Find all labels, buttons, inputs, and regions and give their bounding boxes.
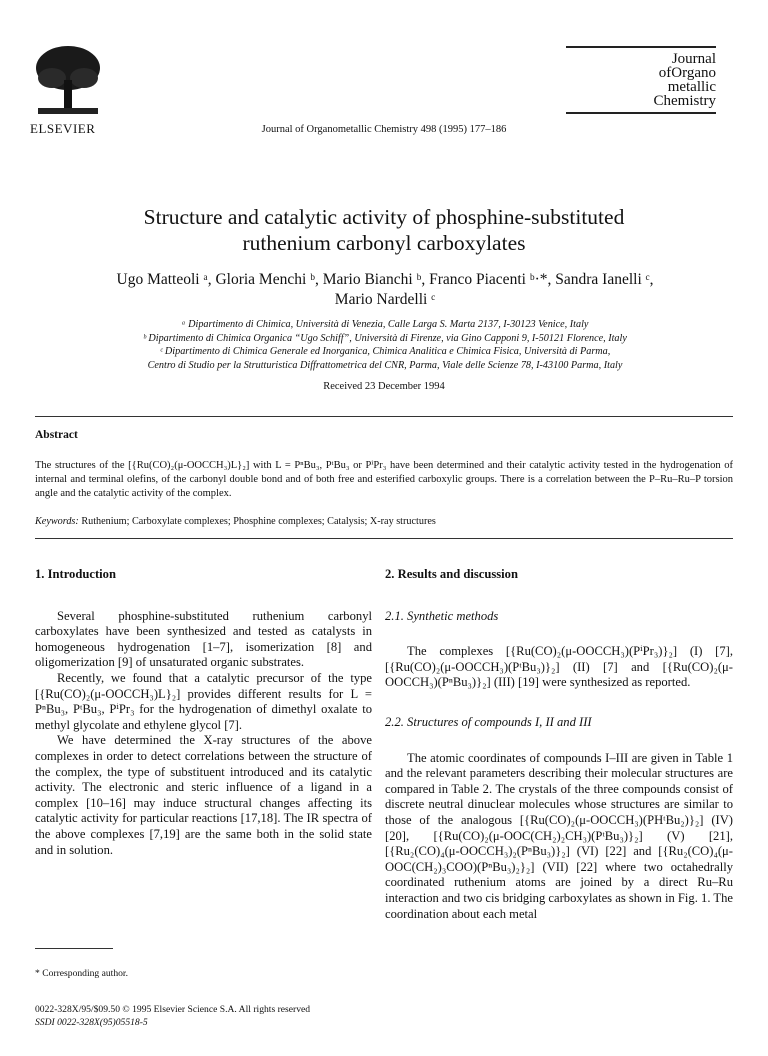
keywords	[35, 516, 733, 527]
affiliation: ᵃ Dipartimento di Chimica, Università di Venezia, Calle Larga S. Marta 2137, I-30123 Venice, Italy	[181, 319, 589, 330]
article-title	[0, 204, 768, 256]
subsection-heading: 2.2. Structures of compounds I, II and III	[385, 714, 592, 729]
journal-logo-line: Journal	[671, 51, 716, 67]
ssdi-line: SSDI 0022-328X(95)05518-5	[35, 1017, 148, 1028]
divider	[35, 538, 733, 539]
affiliation: ᵇ Dipartimento di Chimica Organica “Ugo Schiff”, Università di Firenze, via Gino Capponi 9, I-50121 Florence, Italy	[143, 332, 627, 344]
right-column	[385, 567, 733, 922]
journal-logo-line: metallic	[667, 79, 716, 95]
footnote-rule	[35, 948, 113, 949]
received-date: Received 23 December 1994	[323, 381, 445, 392]
author-list	[40, 270, 730, 310]
copyright	[35, 1003, 310, 1029]
title-line: Structure and catalytic activity of phosphine-substituted	[143, 205, 625, 229]
abstract-heading: Abstract	[35, 429, 78, 441]
affiliations	[40, 318, 730, 372]
divider	[35, 416, 733, 417]
copyright-line: 0022-328X/95/$09.50 © 1995 Elsevier Science S.A. All rights reserved	[35, 1004, 311, 1015]
abstract-text: The structures of the [{Ru(CO)₂(μ-OOCCH₃)L}₂] with L = PⁿBu₃, PᵗBu₃ or PⁱPr₃ have been determined and their catalytic activity tested in the hydrogenation of internal and terminal olefins, of the carbonyl double bond and of both free and esterified carboxylic groups. There is a correlation between the P–Ru–Ru–P torsion angle and the catalytic activity of the complex.	[35, 460, 733, 499]
subsection-heading: 2.1. Synthetic methods	[385, 608, 499, 623]
elsevier-tree-logo	[32, 42, 104, 120]
keywords-text: Ruthenium; Carboxylate complexes; Phosphine complexes; Catalysis; X-ray structures	[81, 516, 436, 527]
section-heading: 1. Introduction	[35, 567, 116, 581]
paragraph: The complexes [{Ru(CO)₂(μ-OOCCH₃)(PⁱPr₃)}₂] (I) [7], [{Ru(CO)₂(μ-OOCCH₃)(PᵗBu₃)}₂] (II) [7] and [{Ru(CO)₂(μ-OOCCH₃)(PⁿBu₃)}₂] (III) [19] were synthesized as reported.	[385, 644, 733, 690]
paragraph: We have determined the X-ray structures of the above complexes in order to detect correlations between the structure of the complex, the type of substituent introduced and its catalytic activity. The electronic and steric influence of a ligand in a complex [10–16] may induce structural changes affecting its catalytic activity for particular reactions [17,18]. The IR spectra of the above complexes [7,19] are the same both in the solid state and in solution.	[35, 733, 372, 857]
keywords-label: Keywords:	[35, 516, 79, 527]
section-heading: 2. Results and discussion	[385, 567, 518, 581]
title-line: ruthenium carbonyl carboxylates	[242, 231, 526, 255]
affiliation: Centro di Studio per la Strutturistica Diffrattometrica del CNR, Parma, Viale delle Scienze 78, I-43100 Parma, Italy	[147, 359, 623, 371]
paragraph: Several phosphine-substituted ruthenium carbonyl carboxylates have been synthesized and tested as catalysts in homogeneous hydrogenation [1–7], isomerization [8] and oligomerization [9] of unsaturated organic substrates.	[35, 608, 372, 670]
authors-line: Ugo Matteoli ᵃ, Gloria Menchi ᵇ, Mario Bianchi ᵇ, Franco Piacenti ᵇ·*, Sandra Ianelli ᶜ,	[116, 271, 654, 288]
journal-reference: Journal of Organometallic Chemistry 498 (1995) 177–186	[261, 124, 507, 135]
footnote: * Corresponding author.	[35, 968, 128, 979]
authors-line: Mario Nardelli ᶜ	[334, 291, 436, 308]
publisher-name: ELSEVIER	[30, 121, 96, 136]
paragraph: The atomic coordinates of compounds I–III are given in Table 1 and the relevant parameters describing their molecular structures are compared in Table 2. The crystals of the three compounds consist of discrete neutral dinuclear molecules whose structures are similar to those of the analogous [{Ru(CO)₂(μ-OOCCH₃)(PHᵗBu₂)}₂] (IV) [20], [{Ru(CO)₂(μ-OOC(CH₂)₂CH₃)(PᵗBu₃)}₂] (V) [21], [{Ru₂(CO)₄(μ-OOCCH₃)₂(PⁿBu₃)}₂] (VI) [22] and [{Ru₂(CO)₄(μ-OOC(CH₂)₃COO)(PⁿBu₃)₂}₂] (VII) [22] where two octahedrally coordinated ruthenium atoms are joined by a direct Ru–Ru interaction and two cis bridging carboxylates as shown in Fig. 1. The coordination about each metal	[385, 750, 733, 921]
journal-logo-line: ofOrgano	[658, 65, 716, 81]
left-column	[35, 567, 372, 858]
paragraph: Recently, we found that a catalytic precursor of the type [{Ru(CO)₂(μ-OOCCH₃)L}₂] provides different results for L = PⁿBu₃, PᵗBu₃, PⁱPr₃ for the hydrogenation of dimethyl oxalate to methyl glycolate and ethylene glycol [7].	[35, 670, 372, 732]
journal-logo	[566, 46, 716, 114]
journal-logo-line: Chemistry	[653, 93, 716, 109]
affiliation: ᶜ Dipartimento di Chimica Generale ed Inorganica, Chimica Analitica e Chimica Fisica, Università di Parma,	[159, 346, 611, 357]
